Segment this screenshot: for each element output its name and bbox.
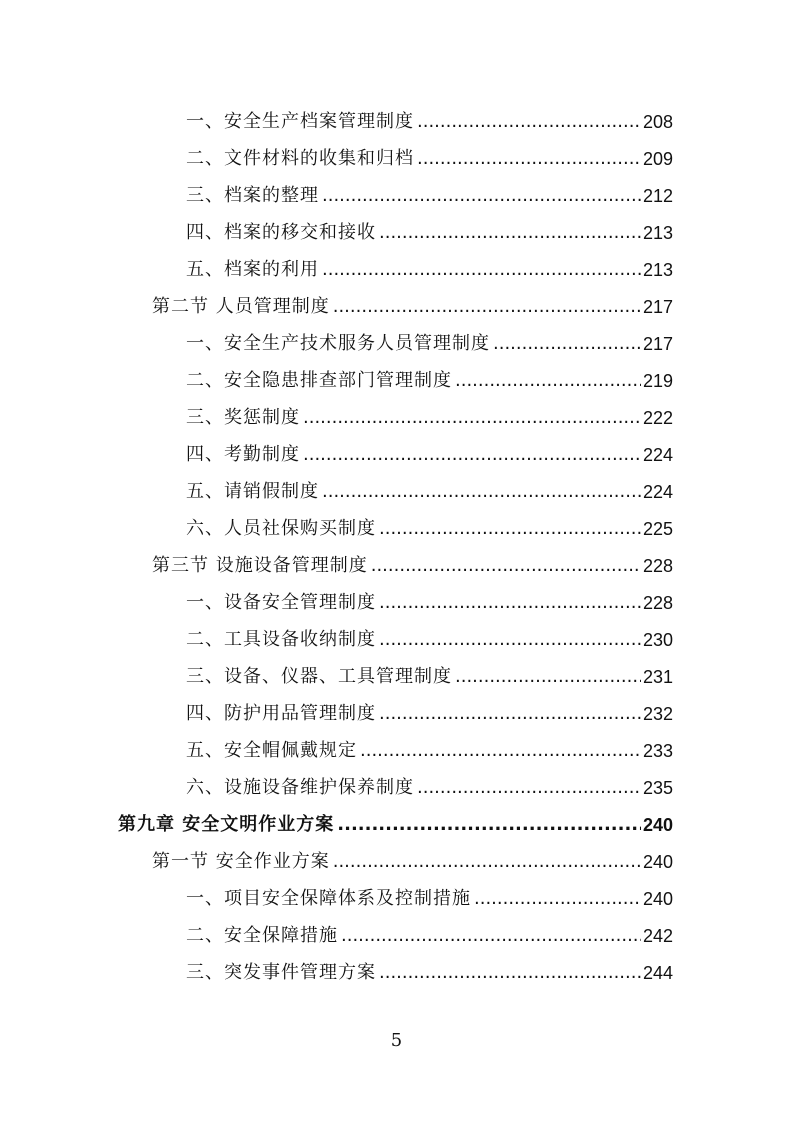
toc-leader-dots <box>417 776 641 800</box>
toc-entry[interactable] <box>186 655 673 689</box>
toc-leader-dots <box>379 628 641 652</box>
toc-leader-dots <box>417 110 641 134</box>
toc-leader-dots <box>379 517 641 541</box>
toc-leader-dots <box>337 813 641 837</box>
toc-entry-page: 230 <box>642 630 673 650</box>
toc-leader-dots <box>360 739 641 763</box>
toc-entry-page: 209 <box>642 149 673 169</box>
toc-entry[interactable] <box>186 174 673 208</box>
toc-chapter-entry[interactable] <box>118 803 673 837</box>
toc-entry-title: 五、请销假制度 <box>186 481 319 502</box>
toc-entry[interactable] <box>186 100 673 134</box>
toc-entry-title: 二、文件材料的收集和归档 <box>186 148 414 169</box>
page-number: 5 <box>390 1030 403 1051</box>
toc-entry-page: 208 <box>642 112 673 132</box>
toc-entry-title: 一、安全生产档案管理制度 <box>186 111 414 132</box>
toc-leader-dots <box>474 887 641 911</box>
toc-entry[interactable] <box>186 914 673 948</box>
toc-entry-title: 二、工具设备收纳制度 <box>186 629 376 650</box>
toc-entry-page: 232 <box>642 704 673 724</box>
toc-entry-title: 第二节 人员管理制度 <box>152 296 330 317</box>
toc-entry-title: 一、安全生产技术服务人员管理制度 <box>186 333 490 354</box>
toc-entry-page: 212 <box>642 186 673 206</box>
toc-entry-title: 第三节 设施设备管理制度 <box>152 555 368 576</box>
toc-leader-dots <box>493 332 641 356</box>
toc-entry-page: 225 <box>642 519 673 539</box>
toc-leader-dots <box>303 406 641 430</box>
toc-entry-title: 六、人员社保购买制度 <box>186 518 376 539</box>
toc-entry-page: 224 <box>642 482 673 502</box>
toc-entry[interactable] <box>186 359 673 393</box>
toc-entry-page: 233 <box>642 741 673 761</box>
toc-leader-dots <box>322 480 641 504</box>
toc-leader-dots <box>333 295 641 319</box>
toc-entry-page: 231 <box>642 667 673 687</box>
toc-entry-page: 217 <box>642 334 673 354</box>
toc-entry-title: 四、防护用品管理制度 <box>186 703 376 724</box>
toc-leader-dots <box>322 184 641 208</box>
toc-entry-page: 213 <box>642 260 673 280</box>
toc-entry[interactable] <box>186 248 673 282</box>
toc-entry-title: 三、设备、仪器、工具管理制度 <box>186 666 452 687</box>
toc-entry-page: 224 <box>642 445 673 465</box>
toc-entry[interactable] <box>186 322 673 356</box>
toc-section-entry[interactable] <box>152 285 673 319</box>
toc-leader-dots <box>303 443 641 467</box>
toc-entry[interactable] <box>186 877 673 911</box>
toc-entry-title: 三、档案的整理 <box>186 185 319 206</box>
toc-entry-page: 228 <box>642 556 673 576</box>
toc-section-entry[interactable] <box>152 544 673 578</box>
toc-entry[interactable] <box>186 507 673 541</box>
toc-entry[interactable] <box>186 951 673 985</box>
toc-entry[interactable] <box>186 618 673 652</box>
toc-leader-dots <box>371 554 641 578</box>
toc-entry-page: 240 <box>642 852 673 872</box>
toc-entry-title: 一、设备安全管理制度 <box>186 592 376 613</box>
toc-entry-page: 219 <box>642 371 673 391</box>
toc-entry[interactable] <box>186 470 673 504</box>
toc-entry-title: 三、突发事件管理方案 <box>186 962 376 983</box>
toc-entry-title: 四、档案的移交和接收 <box>186 222 376 243</box>
toc-leader-dots <box>379 961 641 985</box>
toc-entry-title: 五、安全帽佩戴规定 <box>186 740 357 761</box>
toc-entry-title: 二、安全隐患排查部门管理制度 <box>186 370 452 391</box>
toc-leader-dots <box>379 591 641 615</box>
toc-entry-title: 第一节 安全作业方案 <box>152 851 330 872</box>
toc-entry-page: 235 <box>642 778 673 798</box>
toc-entry-page: 213 <box>642 223 673 243</box>
toc-entry-page: 240 <box>642 889 673 909</box>
toc-entry-page: 244 <box>642 963 673 983</box>
toc-leader-dots <box>379 702 641 726</box>
toc-entry-title: 六、设施设备维护保养制度 <box>186 777 414 798</box>
toc-entry[interactable] <box>186 211 673 245</box>
toc-entry[interactable] <box>186 729 673 763</box>
toc-entry-title: 五、档案的利用 <box>186 259 319 280</box>
toc-entry-title: 第九章 安全文明作业方案 <box>118 814 335 835</box>
toc-leader-dots <box>455 665 641 689</box>
toc-entry-page: 242 <box>642 926 673 946</box>
toc-entry-title: 三、奖惩制度 <box>186 407 300 428</box>
toc-leader-dots <box>322 258 641 282</box>
toc-leader-dots <box>417 147 641 171</box>
toc-entry-page: 240 <box>642 815 673 835</box>
toc-entry-title: 二、安全保障措施 <box>186 925 338 946</box>
toc-entry[interactable] <box>186 137 673 171</box>
toc-leader-dots <box>379 221 641 245</box>
toc-entry-title: 一、项目安全保障体系及控制措施 <box>186 888 471 909</box>
toc-entry[interactable] <box>186 433 673 467</box>
toc-leader-dots <box>455 369 641 393</box>
toc-entry[interactable] <box>186 766 673 800</box>
toc-section-entry[interactable] <box>152 840 673 874</box>
toc-leader-dots <box>341 924 641 948</box>
toc-entry[interactable] <box>186 396 673 430</box>
toc-entry-page: 217 <box>642 297 673 317</box>
toc-leader-dots <box>333 850 641 874</box>
toc-entry-title: 四、考勤制度 <box>186 444 300 465</box>
toc-entry[interactable] <box>186 581 673 615</box>
toc-entry-page: 228 <box>642 593 673 613</box>
toc-entry-page: 222 <box>642 408 673 428</box>
toc-entry[interactable] <box>186 692 673 726</box>
